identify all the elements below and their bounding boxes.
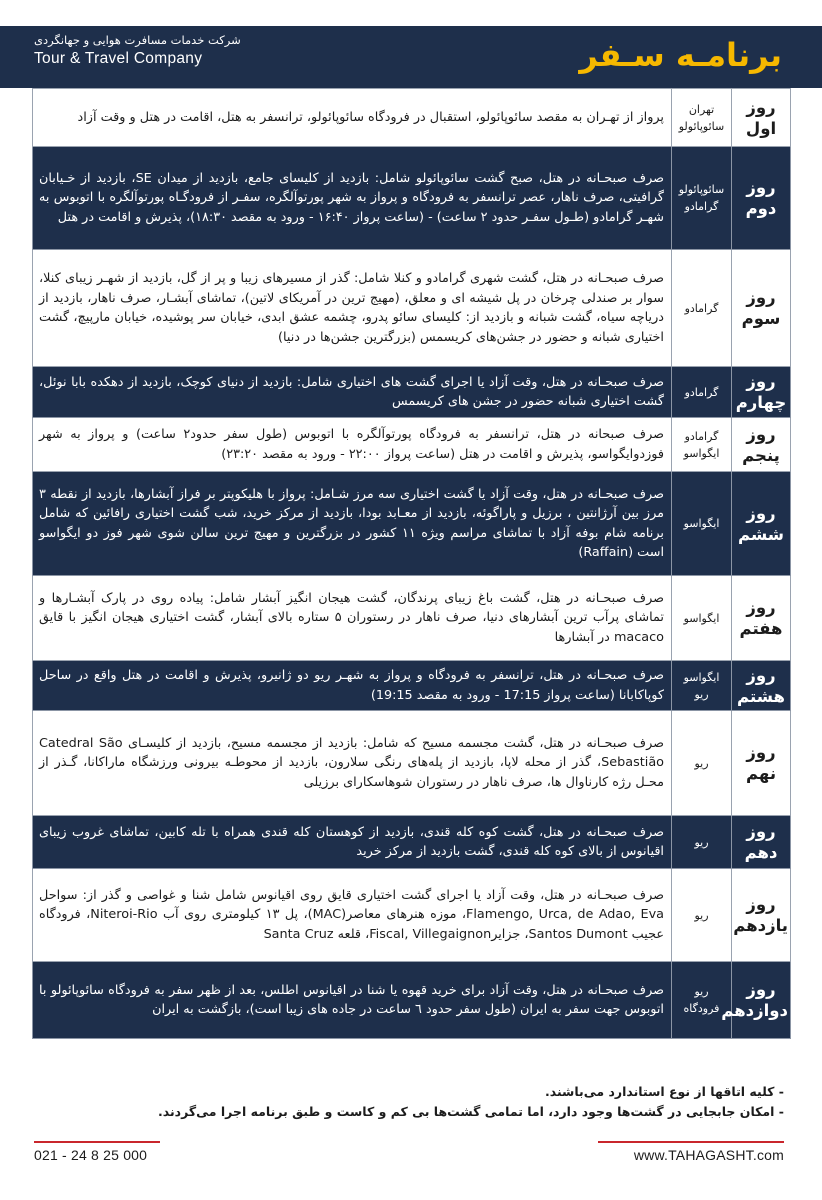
day-city: تهران سائوپائولو <box>672 89 732 147</box>
phone-number: 021 - 24 8 25 000 <box>34 1141 160 1163</box>
day-row <box>33 962 791 1039</box>
day-row <box>33 367 791 418</box>
day-city: ریو <box>672 711 732 816</box>
day-label: روز یازدهم <box>732 869 791 962</box>
day-row <box>33 472 791 576</box>
day-label: روز هفتم <box>732 576 791 661</box>
day-label: روز ششم <box>732 472 791 576</box>
day-row <box>33 711 791 816</box>
day-city: گرامادو <box>672 250 732 367</box>
day-city: گرامادو <box>672 367 732 418</box>
day-description: صرف صبحـانه در هتل، گشت شهری گرامادو و کنلا شامل: گذر از مسیرهای زیبا و پر از گل، بازدید از شهـر زیبای کنلا، سوار بر صندلی چرخان در پل شیشه ای و معلق، (مهیج ترین در آمریکای لاتین)، تماشای آبشـار، صرف ناهار، بازدید از دریاچه سیاه، گشت شبانه و بازدید از: کلیسای سائو پدرو، چشمه عشق ابدی، خیابان سر پوشیده، خیابان مارپیچ، گشت اختیاری شبانه و حضور در جشن‌های کریسمس (بزرگترین جشن‌ها در دنیا) <box>33 250 672 367</box>
day-city: ریو فرودگاه <box>672 962 732 1039</box>
day-row <box>33 869 791 962</box>
day-label: روز اول <box>732 89 791 147</box>
day-city: سائوپائولو گرامادو <box>672 147 732 250</box>
day-description: صرف صبحـانه در هتل، ترانسفر به فرودگاه و پرواز به شهـر ریو دو ژانیرو، پذیرش و اقامت در هتل واقع در ساحل کوپاکابانا (ساعت پرواز 17:15 - ورود به مقصد 19:15) <box>33 661 672 711</box>
website-link[interactable]: www.TAHAGASHT.com <box>598 1141 784 1163</box>
day-city: ریو <box>672 869 732 962</box>
day-row <box>33 661 791 711</box>
day-row <box>33 576 791 661</box>
day-description: صرف صبحـانه در هتل، گشت باغ زیبای پرندگان، گشت هیجان انگیز آبشار شامل: پیاده روی در پارک آبشـارها و تماشای پرآب ترین آبشارهای دنیا، صرف ناهار در رستوران ۵ ستاره بالای آبشار، گشت اختیاری هیجان انگیز با قایق macaco در آبشارها <box>33 576 672 661</box>
day-description: صرف صبحانه در هتل، ترانسفر به فرودگاه پورتوآلگره با اتوبوس (طول سفر حدود۲ ساعت) و پرواز به شهر فوزدوایگواسو، پذیرش و اقامت در هتل (ساعت پرواز ۲۲:۰۰ - ورود به مقصد ۲۳:۲۰) <box>33 418 672 472</box>
day-description: صرف صبحـانه در هتل، صبح گشت سائوپائولو شامل: بازدید از کلیسای جامع، بازدید از میدان SE، بازدید از خـیابان گرافیتی، صرف ناهار، عصر ترانسفر به فرودگاه و پرواز به شهر پورتوآلگره، سفـر از فرودگـاه پورتوآلگره با اتوبوس به شهـر گرامادو (طـول سفـر حدود ۲ ساعت) - (ساعت پرواز ۱۶:۴۰ - ورود به مقصد ۱۸:۳۰)، پذیرش و اقامت در هتل <box>33 147 672 250</box>
day-description: صرف صبحـانه در هتل، وقت آزاد یا اجرای گشت اختیاری قایق روی اقیانوس شامل شنا و غواصی و گذر از: سواحل Flamengo, Urca, de Adao, Eva، موزه هنرهای معاصر(MAC)، پل ۱۳ کیلومتری روی آب Niteroi-Rio، فرودگاه عجیب Santos Dumont، جزایرFiscal, Villegaignon، قلعه Santa Cruz <box>33 869 672 962</box>
day-label: روز نهم <box>732 711 791 816</box>
day-description: صرف صبحـانه در هتل، وقت آزاد یا گشت اختیاری سه مرز شـامل: پرواز با هلیکوپتر بر فراز آبشارها، بازدید از نقطه ۳ مرز بین آرژانتین ، برزیل و پاراگوئه، بازدید از معـابد بودا، بازدید از مرکز خرید، شب گشت اختیاری رافائین که شامل برنامه شام بوفه آزاد با تماشای مراسم ویژه ۱۱ کشور در بزرگترین و مهیج ترین سالن شوی شهر فوز دو ایگواسو است (Raffain) <box>33 472 672 576</box>
day-description: پرواز از تهـران به مقصد سائوپائولو، استقبال در فرودگاه سائوپائولو، ترانسفر به هتل، اقامت در هتل و وقت آزاد <box>33 89 672 147</box>
page-title: برنامـه سـفر <box>579 36 782 74</box>
day-label: روز دوازدهم <box>732 962 791 1039</box>
day-row <box>33 250 791 367</box>
company-name-fa: شرکت خدمات مسافرت هوایی و جهانگردی <box>34 33 241 47</box>
day-city: ایگواسو <box>672 472 732 576</box>
header-bar <box>0 26 822 88</box>
day-city: ایگواسو <box>672 576 732 661</box>
note-item: - امکان جابجایی در گشت‌ها وجود دارد، اما تمامی گشت‌ها بی کم و کاست و طبق برنامه اجرا می‌گردند. <box>158 1104 784 1119</box>
company-block <box>34 32 241 70</box>
day-label: روز پنجم <box>732 418 791 472</box>
day-label: روز چهارم <box>732 367 791 418</box>
day-label: روز سوم <box>732 250 791 367</box>
day-city: گرامادو ایگواسو <box>672 418 732 472</box>
day-description: صرف صبحـانه در هتل، وقت آزاد برای خرید قهوه یا شنا در اقیانوس اطلس، بعد از ظهر سفر به فرودگاه سائوپائولو با اتوبوس جهت سفر به ایران (طول سفر حدود ٦ ساعت در جاده های زیبا است)، بازگشت به ایران <box>33 962 672 1039</box>
day-description: صرف صبحـانه در هتل، گشت مجسمه مسیح که شامل: بازدید از مجسمه مسیح، بازدید از کلیسـای Catedral São Sebastião، گذر از محله لاپا، بازدید از پله‌های رنگی سلارون، بازدید از محوطـه بیرونی ورزشگاه ماراکانا، گـذر از محـل رژه کارناوال ها، صرف ناهار در رستوران شوهاسکارای برزیلی <box>33 711 672 816</box>
day-description: صرف صبحـانه در هتل، وقت آزاد یا اجرای گشت های اختیاری شامل: بازدید از دنیای کوچک، بازدید از دهکده بابا نوئل، گشت اختیاری شبانه حضور در جشن های کریسمس <box>33 367 672 418</box>
itinerary-table <box>32 88 791 1039</box>
day-row <box>33 418 791 472</box>
day-row <box>33 147 791 250</box>
note-item: - کلیه اتاقها از نوع استاندارد می‌باشند. <box>544 1084 784 1099</box>
day-row <box>33 89 791 147</box>
company-name-en: Tour & Travel Company <box>34 50 203 67</box>
day-city: ایگواسو ریو <box>672 661 732 711</box>
itinerary-body <box>33 89 791 1039</box>
day-description: صرف صبحـانه در هتل، گشت کوه کله قندی، بازدید از کوهستان کله قندی همراه با تله کابین، تماشای غروب زیبای اقیانوس از بالای کوه کله قندی، گشت بازدید از مرکز خرید <box>33 816 672 869</box>
notes <box>44 1082 784 1122</box>
day-label: روز دوم <box>732 147 791 250</box>
day-label: روز هشتم <box>732 661 791 711</box>
day-label: روز دهم <box>732 816 791 869</box>
day-city: ریو <box>672 816 732 869</box>
day-row <box>33 816 791 869</box>
